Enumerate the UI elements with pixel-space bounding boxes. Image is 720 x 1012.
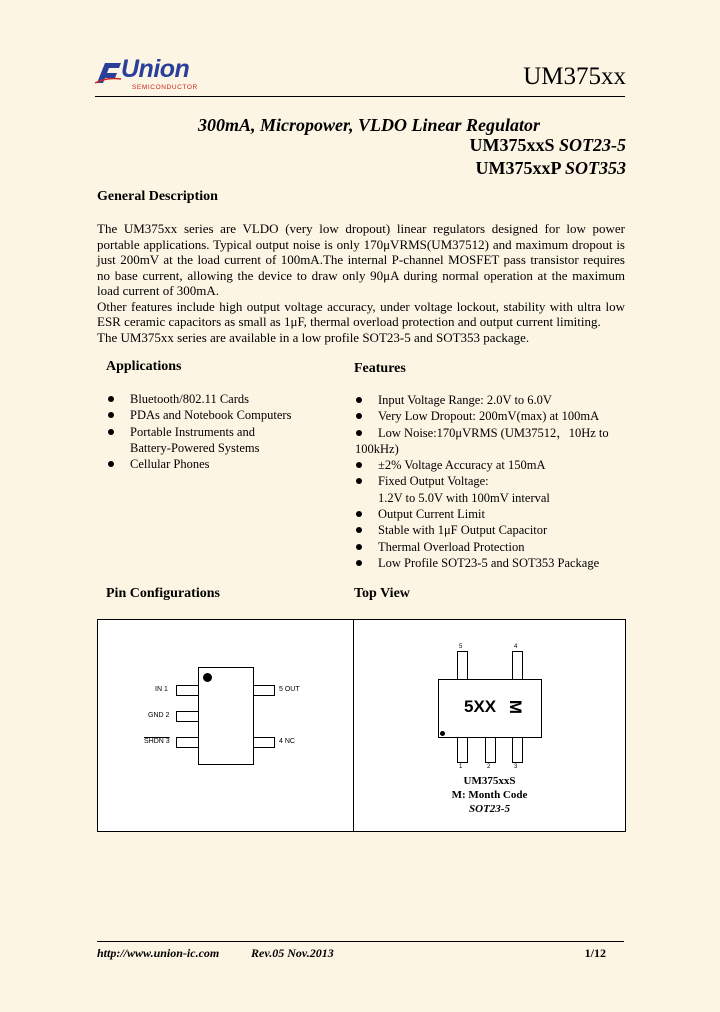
applications-heading: Applications bbox=[106, 359, 182, 374]
title-line-3 bbox=[475, 158, 626, 179]
pin-label-gnd: GND 2 bbox=[148, 712, 170, 719]
top-view-heading: Top View bbox=[354, 586, 410, 601]
doc-title: 300mA, Micropower, VLDO Linear Regulator bbox=[197, 115, 540, 135]
pin1-indicator bbox=[440, 731, 445, 736]
features-list bbox=[355, 392, 625, 571]
list-item: ±2% Voltage Accuracy at 150mA bbox=[355, 457, 625, 473]
list-item: Thermal Overload Protection bbox=[355, 539, 625, 555]
general-description-heading: General Description bbox=[97, 189, 218, 204]
pin-label-nc: 4 NC bbox=[279, 738, 295, 745]
list-item: Fixed Output Voltage: 1.2V to 5.0V with 100mV interval bbox=[355, 473, 625, 506]
top-view-caption bbox=[354, 774, 625, 816]
package-body bbox=[438, 679, 542, 738]
caption-month-code: M: Month Code bbox=[451, 789, 528, 801]
list-item: Very Low Dropout: 200mV(max) at 100mA bbox=[355, 408, 625, 424]
caption-part: UM375xxS bbox=[463, 775, 516, 787]
list-item: Bluetooth/802.11 Cards bbox=[107, 391, 337, 407]
logo-swoosh-icon bbox=[95, 59, 121, 85]
footer-rule bbox=[97, 941, 624, 942]
pin-config-diagram bbox=[97, 619, 354, 832]
list-item: Low Profile SOT23-5 and SOT353 Package bbox=[355, 555, 625, 571]
pin-4-lead-top bbox=[512, 651, 523, 680]
pin-3-lead-bottom bbox=[512, 737, 523, 763]
list-item: Output Current Limit bbox=[355, 506, 625, 522]
pin-label-out: 5 OUT bbox=[279, 686, 300, 693]
pin-label-shdn: SHDN 3 bbox=[144, 738, 170, 745]
title-part-s: UM375xxS bbox=[469, 135, 555, 155]
part-number: UM375xx bbox=[523, 63, 626, 90]
description-paragraph-3: The UM375xx series are available in a low profile SOT23-5 and SOT353 package. bbox=[97, 329, 530, 345]
pin-2-lead bbox=[176, 711, 198, 722]
features-heading: Features bbox=[354, 361, 406, 376]
pin-configurations-heading: Pin Configurations bbox=[106, 586, 220, 601]
list-item: PDAs and Notebook Computers bbox=[107, 407, 337, 423]
pin-5-lead bbox=[253, 685, 275, 696]
description-paragraph-2: Other features include high output voltage accuracy, under voltage lockout, stability with ultra low ESR ceramic capacitors as small as 1μF, thermal overload protection and output current limiting. bbox=[97, 298, 625, 329]
general-description bbox=[97, 221, 625, 345]
bottom-pin-num-1: 1 bbox=[459, 764, 463, 770]
title-pkg-s: SOT23-5 bbox=[559, 135, 626, 155]
list-item: Low Noise:170μVRMS (UM37512，10Hz to 100kHz) bbox=[355, 425, 625, 458]
bottom-pin-num-3: 3 bbox=[514, 764, 518, 770]
pin-3-lead bbox=[176, 737, 198, 748]
caption-package: SOT23-5 bbox=[469, 803, 510, 815]
list-item: Input Voltage Range: 2.0V to 6.0V bbox=[355, 392, 625, 408]
pin-1-lead bbox=[176, 685, 198, 696]
header-rule bbox=[95, 96, 625, 97]
company-logo bbox=[95, 56, 225, 96]
top-pin-num-4: 4 bbox=[514, 644, 518, 650]
title-part-p: UM375xxP bbox=[475, 158, 561, 178]
bottom-pin-num-2: 2 bbox=[487, 764, 491, 770]
title-pkg-p: SOT353 bbox=[564, 158, 626, 178]
pin-label-in: IN 1 bbox=[155, 686, 168, 693]
logo-name: Union bbox=[121, 55, 190, 83]
pin1-dot bbox=[203, 673, 212, 682]
footer-page-number: 1/12 bbox=[584, 946, 606, 960]
list-item: Cellular Phones bbox=[107, 456, 337, 472]
logo-subtitle: SEMICONDUCTOR bbox=[132, 84, 198, 91]
list-item: Stable with 1μF Output Capacitor bbox=[355, 522, 625, 538]
title-line-2 bbox=[470, 135, 627, 156]
top-view-diagram bbox=[353, 619, 626, 832]
pin-5-lead-top bbox=[457, 651, 468, 680]
footer-revision: Rev.05 Nov.2013 bbox=[251, 946, 334, 960]
top-pin-num-5: 5 bbox=[459, 644, 463, 650]
footer-url[interactable]: http://www.union-ic.com bbox=[97, 946, 220, 960]
marking-code: 5XX bbox=[464, 697, 497, 716]
pin-1-lead-bottom bbox=[457, 737, 468, 763]
description-paragraph-1: The UM375xx series are VLDO (very low dropout) linear regulators designed for low power portable applications. Typical output noise is only 170μVRMS(UM37512) and maximum dropout is just 200mV at the load current of 100mA.The internal P-channel MOSFET pass transistor requires no base current, allowing the device to draw only 90μA during normal operation at the maximum load current of 300mA. bbox=[97, 221, 625, 298]
pin-2-lead-bottom bbox=[485, 737, 496, 763]
applications-list bbox=[107, 391, 337, 472]
pin-4-lead bbox=[253, 737, 275, 748]
month-code: M bbox=[506, 699, 526, 715]
list-item: Portable Instruments and Battery-Powered Systems bbox=[107, 424, 337, 457]
